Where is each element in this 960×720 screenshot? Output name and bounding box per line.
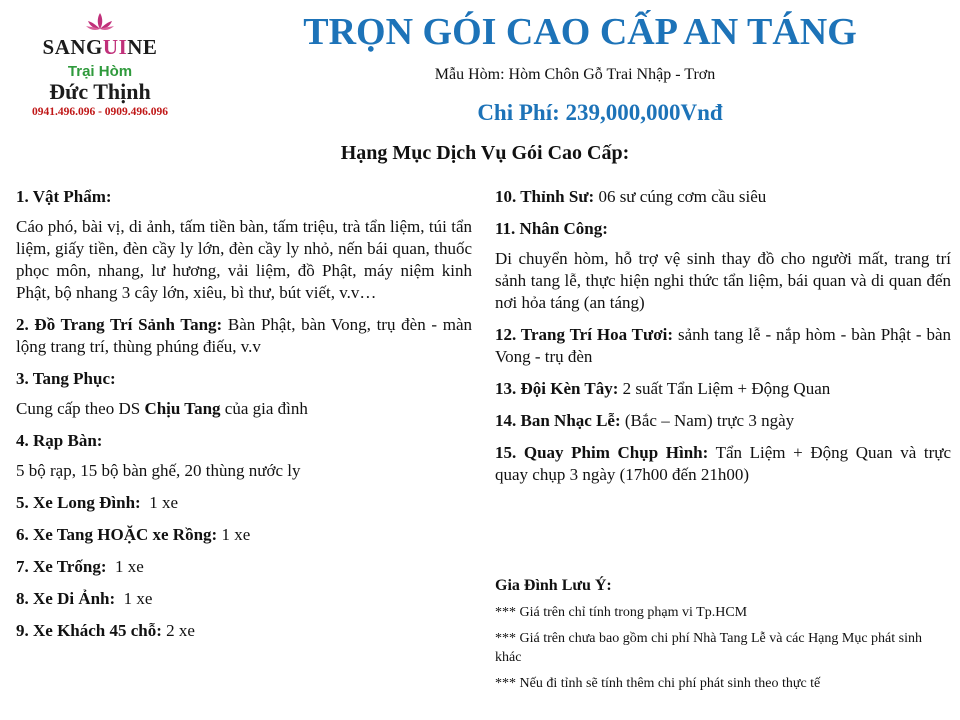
service-item: [16, 492, 472, 514]
item-label: 8. Xe Di Ảnh:: [16, 589, 116, 608]
phone-numbers: 0941.496.096 - 0909.496.096: [31, 106, 169, 118]
item-text: 1 xe: [217, 525, 251, 544]
item-label: 7. Xe Trống:: [16, 557, 107, 576]
notes-title: Gia Đình Lưu Ý:: [495, 577, 612, 594]
item-text: 2 xe: [161, 621, 195, 640]
logo: [10, 12, 190, 118]
services-right-column: [495, 186, 951, 496]
item-text: Tẩn Liệm + Động Quan và trực quay chụp 3 ngày (17h00 đến 21h00): [495, 443, 952, 484]
item-text: Cung cấp theo DS Chịu Tang của gia đình: [16, 399, 308, 418]
item-text: Bàn Phật, bàn Vong, trụ đèn - màn lộng trang trí, thùng phúng điếu, v.v: [16, 315, 472, 356]
item-label: 6. Xe Tang HOẶC xe Rồng:: [16, 525, 218, 544]
service-item: [16, 556, 472, 578]
item-text: Di chuyển hòm, hỗ trợ vệ sinh thay đồ cho người mất, trang trí sảnh tang lễ, thực hiện nghi thức tẩn liệm, bái quan và di quan đến nơi hỏa táng (an táng): [495, 249, 951, 312]
item-label: 14. Ban Nhạc Lễ:: [495, 411, 621, 430]
item-text: 06 sư cúng cơm cầu siêu: [594, 187, 767, 206]
item-text: 1 xe: [106, 557, 144, 576]
item-label: 11. Nhân Công:: [495, 219, 608, 238]
item-text: (Bắc – Nam) trực 3 ngày: [620, 411, 795, 430]
casket-model: Mẫu Hòm: Hòm Chôn Gỗ Trai Nhập - Trơn: [434, 66, 716, 83]
item-label: 13. Đội Kèn Tây:: [495, 379, 619, 398]
service-item: [16, 314, 472, 358]
item-label: 3. Tang Phục:: [16, 369, 116, 388]
item-text: 2 suất Tẩn Liệm + Động Quan: [618, 379, 831, 398]
page-title: TRỌN GÓI CAO CẤP AN TÁNG: [303, 11, 857, 53]
service-item: [16, 620, 472, 642]
item-label: 9. Xe Khách 45 chỗ:: [16, 621, 162, 640]
brand-owner-name: Đức Thịnh: [49, 79, 151, 104]
service-item: [495, 410, 951, 432]
item-label: 15. Quay Phim Chụp Hình:: [495, 443, 709, 462]
item-text: Cáo phó, bài vị, di ảnh, tấm tiền bàn, tấm triệu, trà tẩn liệm, túi tẩn liệm, giấy tiền, đèn cầy ly lớn, đèn cầy ly nhỏ, nến bái quan, thuốc phọc môn, nhang, lư hương, vải liệm, đồ Phật, máy niệm kinh Phật, bộ nhang 3 cây lớn, xiêu, bì thư, bút viết, v.v…: [16, 217, 472, 302]
item-label: 1. Vật Phẩm:: [16, 187, 112, 206]
note-line: *** Giá trên chưa bao gồm chi phí Nhà Tang Lễ và các Hạng Mục phát sinh khác: [495, 631, 922, 665]
item-label: 10. Thỉnh Sư:: [495, 187, 595, 206]
item-label: 4. Rạp Bàn:: [16, 431, 103, 450]
service-item: [16, 588, 472, 610]
item-text: 1 xe: [115, 589, 153, 608]
item-label: 5. Xe Long Đình:: [16, 493, 141, 512]
family-notes: [495, 576, 951, 700]
service-item: [495, 442, 951, 486]
service-item: [495, 186, 951, 208]
service-item: [16, 524, 472, 546]
lotus-icon: [85, 12, 115, 32]
item-text: 1 xe: [140, 493, 178, 512]
item-text: 5 bộ rạp, 15 bộ bàn ghế, 20 thùng nước ly: [16, 461, 301, 480]
brand-subtitle: Trại Hòm: [67, 63, 133, 80]
item-label: 2. Đồ Trang Trí Sảnh Tang:: [16, 315, 223, 334]
brand-name: SANGUINE: [42, 35, 158, 59]
note-line: *** Nếu đi tỉnh sẽ tính thêm chi phí phát sinh theo thực tế: [495, 676, 821, 691]
note-line: *** Giá trên chỉ tính trong phạm vi Tp.HCM: [495, 605, 748, 620]
service-item: [495, 324, 951, 368]
package-price: Chi Phí: 239,000,000Vnđ: [477, 100, 723, 125]
services-left-column: [16, 186, 472, 652]
services-heading: Hạng Mục Dịch Vụ Gói Cao Cấp:: [340, 142, 630, 164]
item-label: 12. Trang Trí Hoa Tươi:: [495, 325, 674, 344]
item-text: sảnh tang lễ - nắp hòm - bàn Phật - bàn Vong - trụ đèn: [495, 325, 952, 366]
service-item: [495, 378, 951, 400]
